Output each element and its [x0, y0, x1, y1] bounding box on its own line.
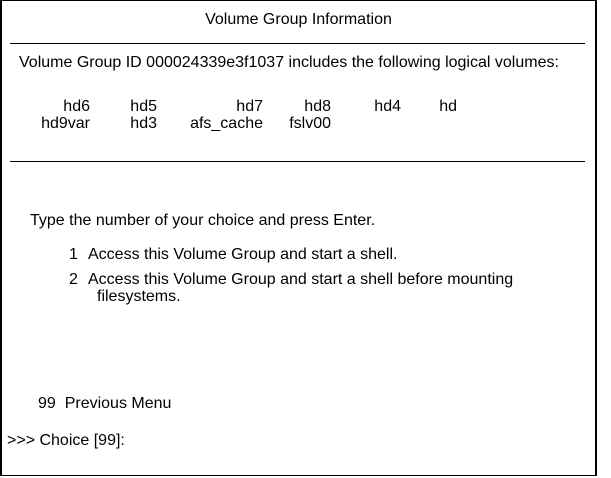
option-number: 99 — [38, 395, 56, 412]
logical-volume-item: hd6 — [63, 98, 90, 115]
volume-group-description: Volume Group ID 000024339e3f1037 includes the following logical volumes: — [19, 54, 559, 71]
top-divider — [10, 43, 585, 44]
menu-instructions: Type the number of your choice and press Enter. — [30, 212, 376, 229]
option-label: Access this Volume Group and start a shell. — [88, 246, 398, 263]
logical-volume-item: afs_cache — [190, 115, 263, 132]
logical-volume-item: hd9var — [41, 115, 90, 132]
middle-divider — [10, 161, 585, 162]
option-label-line-1: Access this Volume Group and start a shell before mounting — [88, 271, 514, 288]
logical-volume-item: hd7 — [236, 98, 263, 115]
choice-input-prompt[interactable]: >>> Choice [99]: — [7, 432, 125, 449]
logical-volume-item: hd — [439, 98, 457, 115]
screen-title: Volume Group Information — [205, 11, 392, 28]
logical-volume-item: hd5 — [130, 98, 157, 115]
option-label: Previous Menu — [64, 395, 172, 412]
menu-option-previous[interactable] — [38, 395, 171, 413]
option-label — [88, 271, 514, 305]
logical-volume-item: hd4 — [374, 98, 401, 115]
logical-volume-item: fslv00 — [289, 115, 331, 132]
option-label-line-2: filesystems. — [97, 288, 181, 305]
logical-volume-item: hd3 — [130, 115, 157, 132]
logical-volume-item: hd8 — [304, 98, 331, 115]
option-number: 1 — [69, 246, 78, 263]
option-number: 2 — [69, 271, 78, 288]
